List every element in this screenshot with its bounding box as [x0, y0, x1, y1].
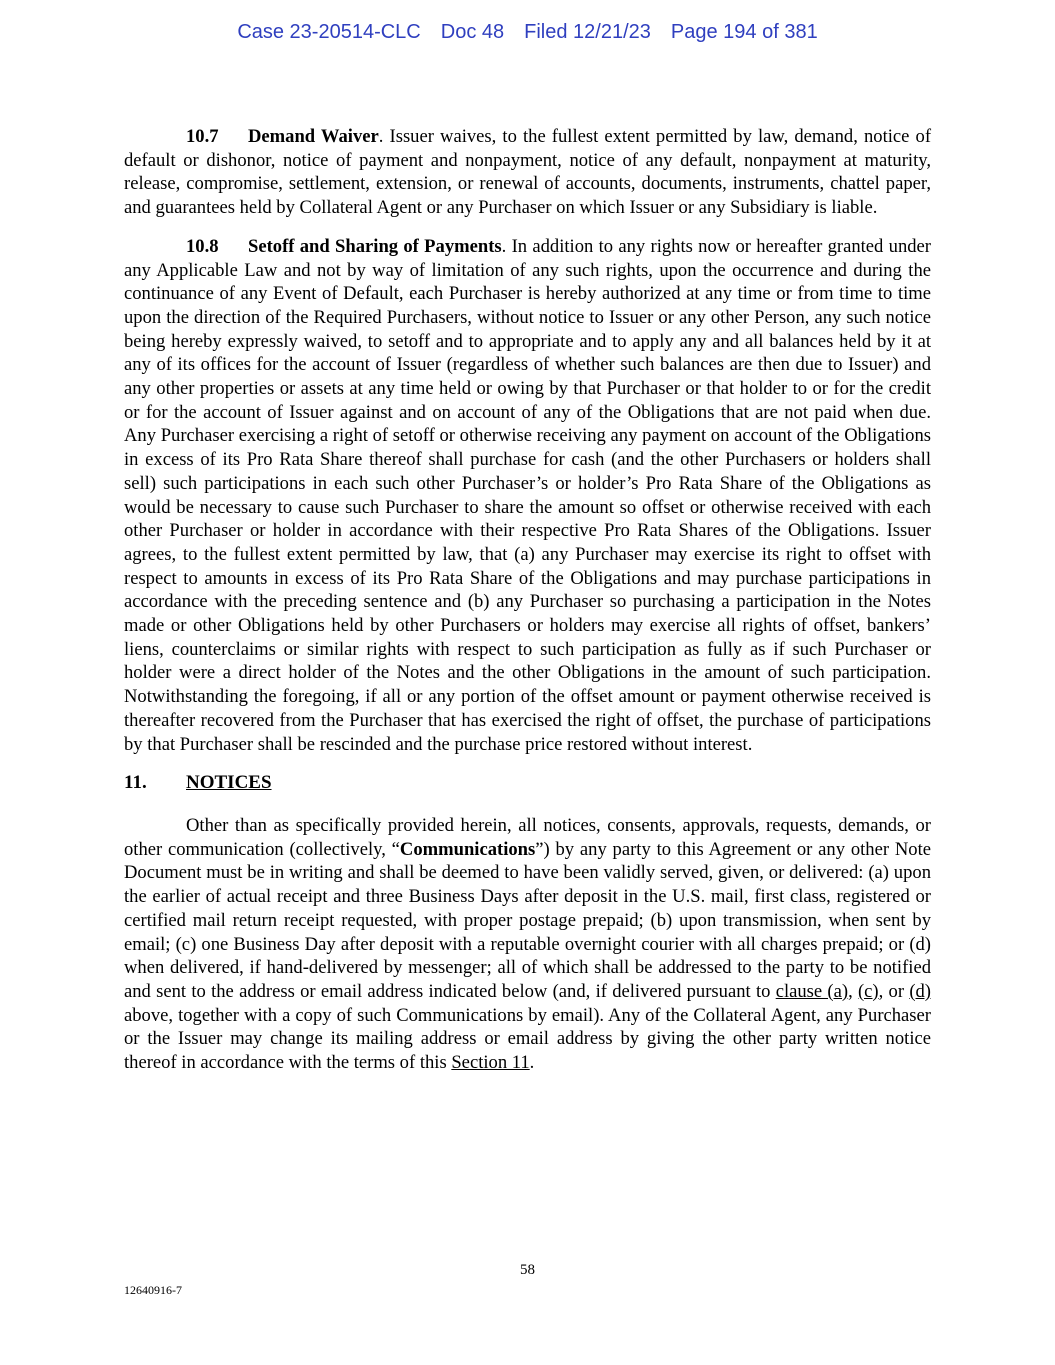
page-number: 58: [520, 1262, 535, 1278]
section-11-heading: [124, 771, 931, 795]
document-body: [124, 125, 931, 1075]
separator: ,: [848, 980, 858, 1002]
section-text-4: .: [529, 1052, 535, 1074]
section-number: 11.: [124, 772, 147, 794]
section-title: Demand Waiver: [248, 126, 379, 147]
case-number: Case 23-20514-CLC: [237, 21, 421, 43]
section-text-1: Other than as specifically provided herein, all notices, consents, approvals, requests, demands, or other communication (collectively, “: [124, 814, 931, 860]
section-title: Setoff and Sharing of Payments: [248, 235, 502, 257]
section-number: 10.8: [186, 235, 219, 257]
filed-date: Filed 12/21/23: [524, 21, 651, 43]
court-filing-header: [0, 20, 1055, 44]
section-text-2: ”) by any party to this Agreement or any other Note Document must be in writing and shall be deemed to have been validly served, given, or delivered: (a) upon the earlier of actual receipt and three Business Days after deposit in the U.S. mail, first class, registered or certified mail return receipt requested, with proper postage prepaid; (b) upon transmission, when sent by email; (c) one Business Day after deposit with a reputable overnight courier with all charges prepaid; or (d) when delivered, if hand-delivered by messenger; all of which shall be addressed to the party to be notified and sent to the address or email address indicated below (and, if delivered pursuant to: [124, 838, 931, 1002]
section-text: . Issuer waives, to the fullest extent permitted by law, demand, notice of default or dishonor, notice of payment and nonpayment, notice of any default, nonpayment at maturity, release, compromise, settlement, extension, or renewal of accounts, documents, instruments, chattel paper, and guarantees held by Collateral Agent or any Purchaser on which Issuer or any Subsidiary is liable.: [124, 126, 932, 219]
section-title: NOTICES: [186, 772, 272, 794]
defined-term: Communications: [399, 838, 536, 860]
section-text: . In addition to any rights now or hereafter granted under any Applicable Law and not by way of limitation of any such rights, upon the occurrence and during the continuance of any Event of Default, each Purchaser is hereby authorized at any time or from time to time upon the direction of the Required Purchasers, without notice to Issuer or any other Person, any such notice being hereby expressly waived, to setoff and to appropriate and to apply any and all balances held by it at any of its offices for the account of Issuer (regardless of whether such balances are then due to Issuer) and any other properties or assets at any time held or owing by that Purchaser or that holder to or for the credit or for the account of Issuer against and on account of any of the Obligations that are not paid when due. Any Purchaser exercising a right of setoff or otherwise receiving any payment on account of the Obligations in excess of its Pro Rata Share thereof shall purchase for cash (and the other Purchasers or holders shall sell) such participations in each such other Purchaser’s or holder’s Pro Rata Share of the Obligations as would be necessary to cause such Purchaser to share the amount so offset or otherwise received with each other Purchaser or holder in accordance with their respective Pro Rata Shares of the Obligations. Issuer agrees, to the fullest extent permitted by law, that (a) any Purchaser may exercise its right to offset with respect to amounts in excess of its Pro Rata Share of the Obligations and may purchase participations in accordance with the preceding sentence and (b) any Purchaser so purchasing a participation in the Notes made or other Obligations held by other Purchasers or holders may exercise all rights of offset, bankers’ liens, counterclaims or similar rights with respect to such participation as fully as if such Purchaser or holder were a direct holder of the Notes and the other Obligations in the amount of such participation. Notwithstanding the foregoing, if all or any portion of the offset amount or payment otherwise received is thereafter recovered from the Purchaser that has exercised the right of offset, the purchase of participations by that Purchaser shall be rescinded and the purchase price restored without interest.: [124, 235, 931, 755]
section-10-8: [124, 235, 931, 756]
document-id: 12640916-7: [124, 1283, 182, 1297]
cross-reference-clause-d: (d): [909, 980, 931, 1002]
section-text-3: above, together with a copy of such Communications by email). Any of the Collateral Agent, any Purchaser or the Issuer may change its mailing address or email address by giving the other party written notice thereof in accordance with the terms of this: [124, 1004, 931, 1074]
separator: , or: [878, 980, 910, 1002]
cross-reference-section-11: Section 11: [451, 1052, 530, 1074]
section-number: 10.7: [186, 126, 219, 147]
section-11-body: [124, 814, 931, 1075]
docket-number: Doc 48: [440, 21, 505, 43]
cross-reference-clause-a: clause (a): [775, 980, 849, 1002]
filing-page-count: Page 194 of 381: [670, 21, 818, 43]
cross-reference-clause-c: (c): [857, 980, 879, 1002]
section-10-7: [124, 125, 931, 220]
